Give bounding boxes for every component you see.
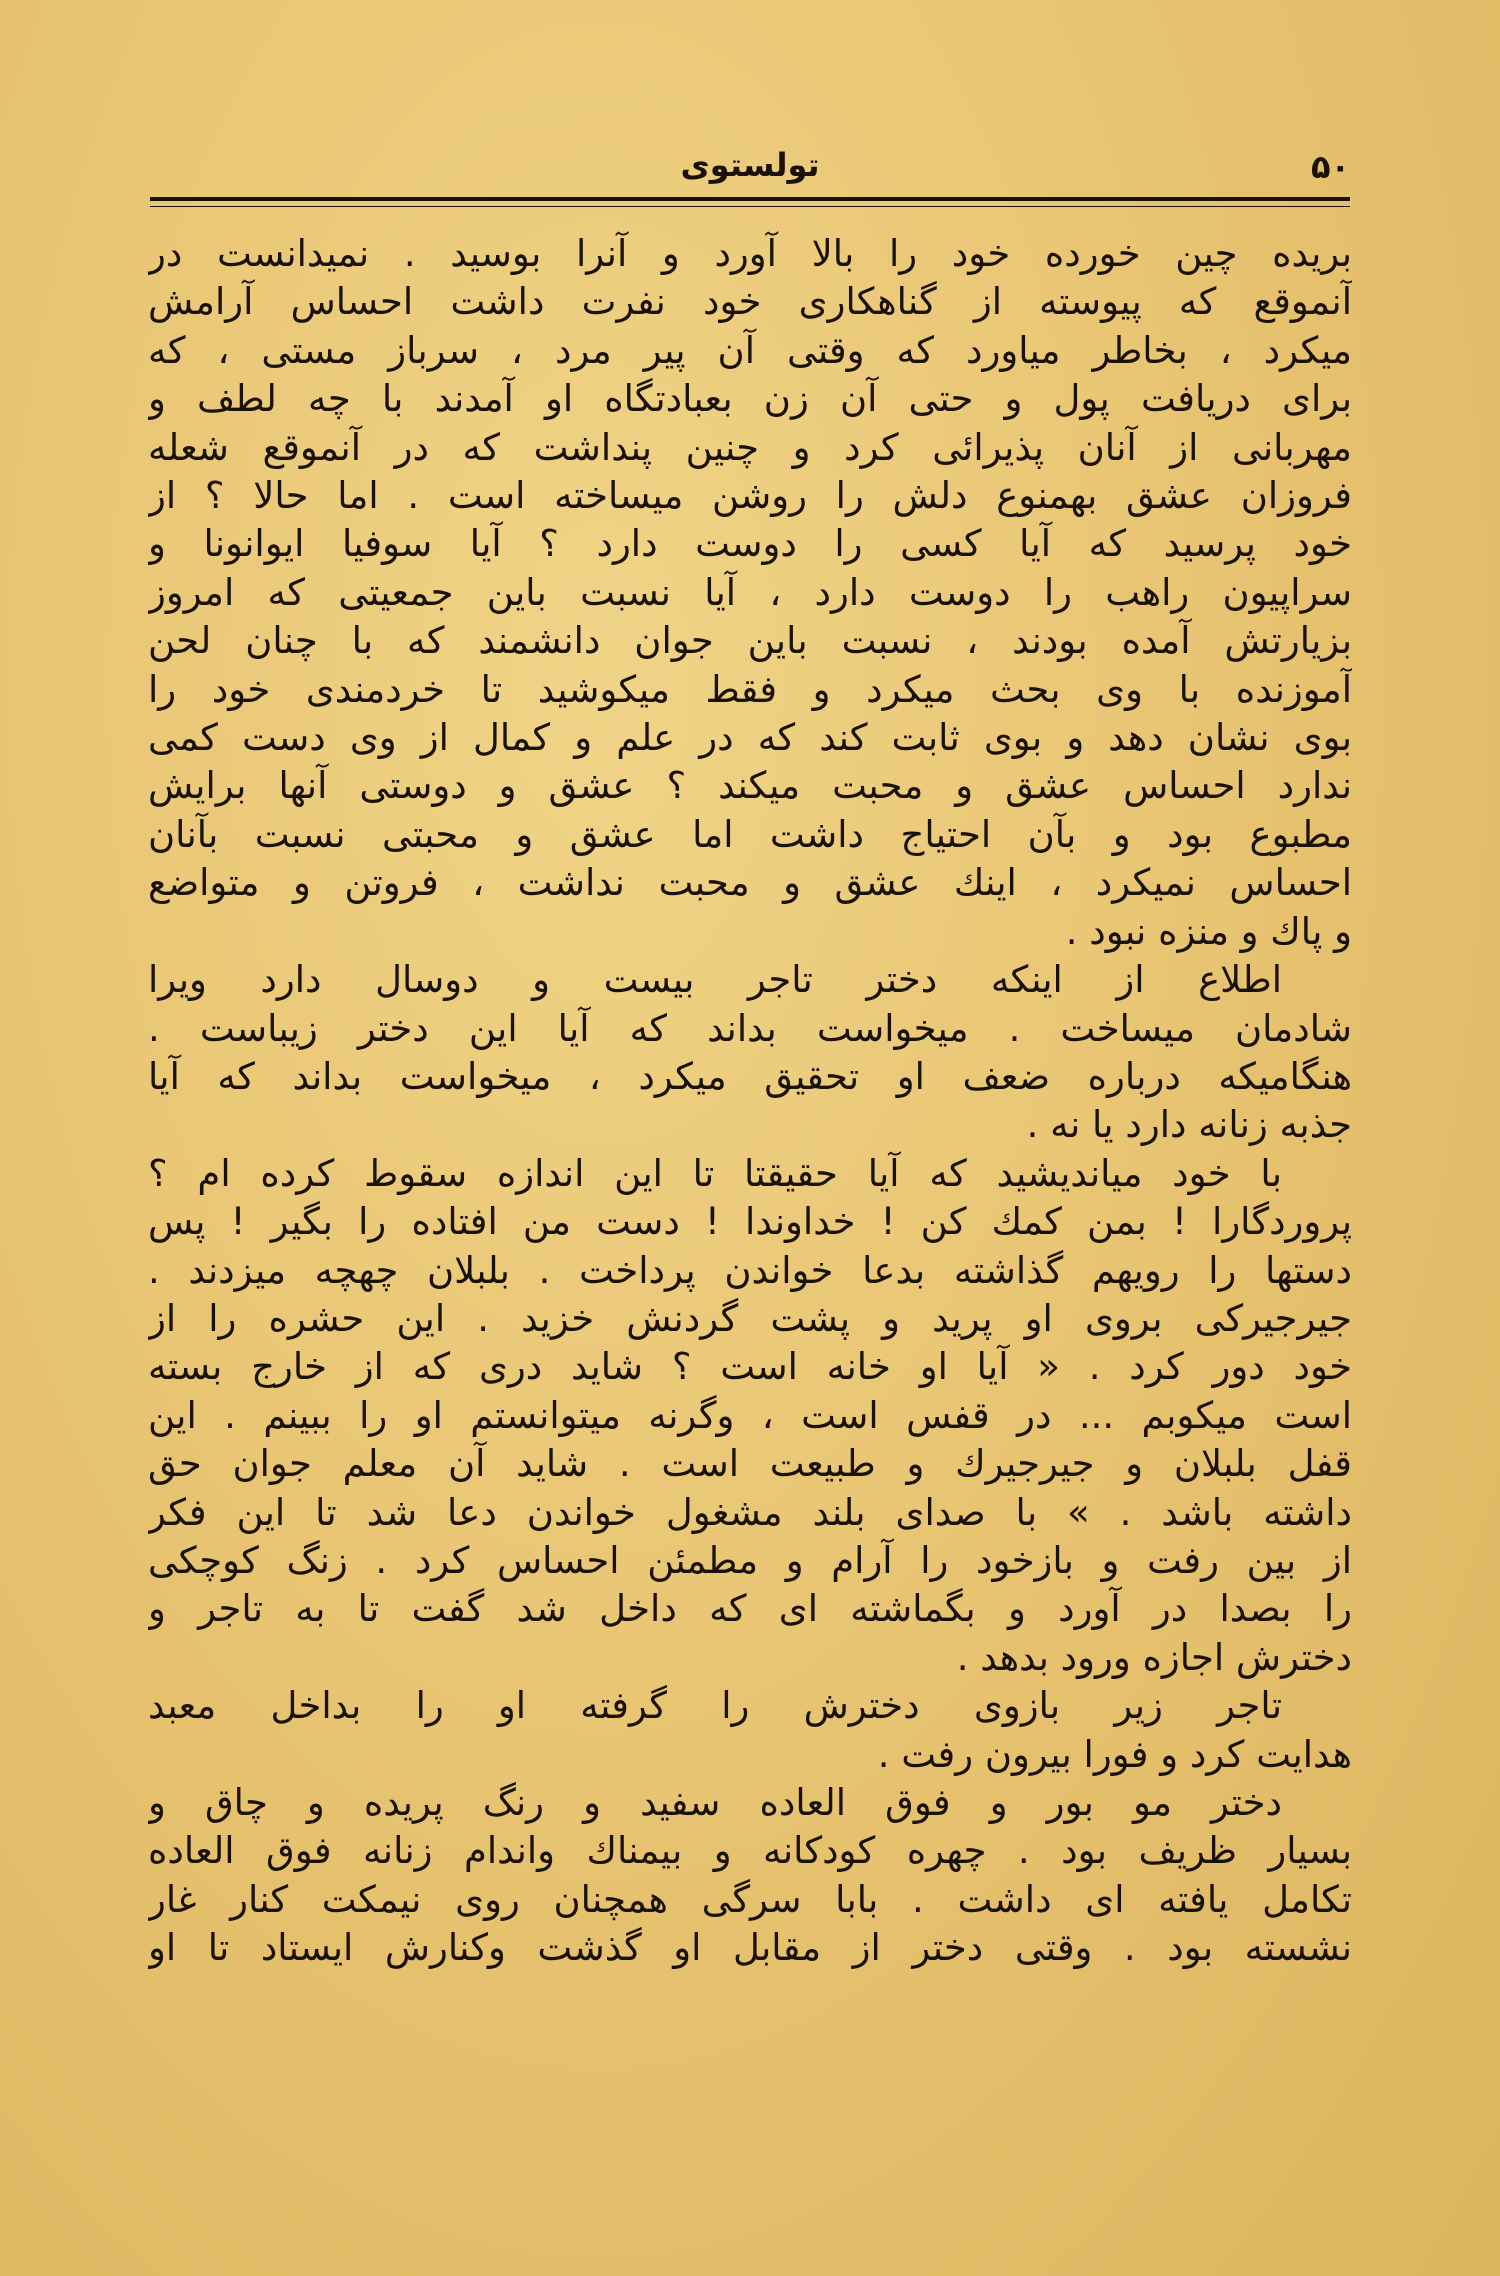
header-rule-thin (150, 206, 1350, 207)
paragraph-start-line: با خود میاندیشید که آیا حقیقتا تا این اندازه سقوط کرده ام ؟ (148, 1151, 1282, 1195)
text-line: خود پرسید که آیا کسی را دوست دارد ؟ آیا سوفیا ایوانونا و (148, 522, 1352, 566)
text-line: دستها را رویهم گذاشته بدعا خواندن پرداخت . بلبلان چهچه میزدند . (148, 1248, 1352, 1292)
text-line: بزیارتش آمده بودند ، نسبت باین جوان دانشمند که با چنان لحن (148, 619, 1352, 663)
paragraph-end-line: و پاك و منزه نبود . (1065, 909, 1352, 953)
text-line: شادمان میساخت . میخواست بداند که آیا این دختر زیباست . (148, 1006, 1352, 1050)
running-title: تولستوی (680, 146, 820, 184)
text-line: بوی نشان دهد و بوی ثابت کند که در علم و کمال از وی دست کمی (148, 716, 1352, 760)
text-line: نشسته بود . وقتی دختر از مقابل او گذشت وکنارش ایستاد تا او (148, 1926, 1352, 1970)
header-rule-thick (150, 197, 1350, 201)
paragraph-end-line: هدایت کرد و فورا بیرون رفت . (877, 1732, 1352, 1776)
text-line: برای دریافت پول و حتی آن زن بعبادتگاه او آمدند با چه لطف و (148, 377, 1352, 421)
text-line: قفل بلبلان و جیرجیرك و طبیعت است . شاید آن معلم جوان حق (148, 1442, 1352, 1486)
page-number: ۵۰ (1310, 148, 1350, 186)
text-line: سراپیون راهب را دوست دارد ، آیا نسبت باین جمعیتی که امروز (148, 570, 1352, 614)
text-line: از بین رفت و بازخود را آرام و مطمئن احساس کرد . زنگ کوچکی (148, 1538, 1352, 1582)
running-head (150, 140, 1350, 200)
text-line: ندارد احساس عشق و محبت میکند ؟ عشق و دوستی آنها برایش (148, 764, 1352, 808)
paragraph-start-line: اطلاع از اینکه دختر تاجر بیست و دوسال دارد ویرا (148, 958, 1282, 1002)
text-line: بسیار ظریف بود . چهره کودکانه و بیمناك واندام زنانه فوق العاده (148, 1829, 1352, 1873)
text-line: احساس نمیکرد ، اینك عشق و محبت نداشت ، فروتن و متواضع (148, 861, 1352, 905)
body-text (148, 230, 1352, 1973)
text-line: جیرجیرکی بروی او پرید و پشت گردنش خزید . این حشره را از (148, 1296, 1352, 1340)
text-line: را بصدا در آورد و بگماشته ای که داخل شد گفت تا به تاجر و (148, 1587, 1352, 1631)
text-line: خود دور کرد . « آیا او خانه است ؟ شاید دری که از خارج بسته (148, 1345, 1352, 1389)
text-line: مهربانی از آنان پذیرائی کرد و چنین پنداشت که در آنموقع شعله (148, 425, 1352, 469)
paragraph-end-line: جذبه زنانه دارد یا نه . (1026, 1103, 1352, 1147)
paragraph-start-line: تاجر زیر بازوی دخترش را گرفته او را بداخل معبد (148, 1684, 1282, 1728)
text-line: آنموقع که پیوسته از گناهکاری خود نفرت داشت احساس آرامش (148, 280, 1352, 324)
text-line: تکامل یافته ای داشت . بابا سرگی همچنان روی نیمکت کنار غار (148, 1877, 1352, 1921)
paragraph-end-line: دخترش اجازه ورود بدهد . (956, 1635, 1352, 1679)
text-line: پروردگارا ! بمن کمك کن ! خداوندا ! دست من افتاده را بگیر ! پس (148, 1200, 1352, 1244)
text-line: است میکوبم ... در قفس است ، وگرنه میتوانستم او را ببینم . این (148, 1393, 1352, 1437)
text-line: داشته باشد . » با صدای بلند مشغول خواندن دعا شد تا این فکر (148, 1490, 1352, 1534)
text-line: مطبوع بود و بآن احتیاج داشت اما عشق و محبتی نسبت بآنان (148, 812, 1352, 856)
text-line: هنگامیکه درباره ضعف او تحقیق میکرد ، میخواست بداند که آیا (148, 1054, 1352, 1098)
text-line: آموزنده با وی بحث میکرد و فقط میکوشید تا خردمندی خود را (148, 667, 1352, 711)
text-line: میکرد ، بخاطر میاورد که وقتی آن پیر مرد ، سرباز مستی ، که (148, 328, 1352, 372)
paragraph-start-line: دختر مو بور و فوق العاده سفید و رنگ پریده و چاق و (148, 1781, 1282, 1824)
text-line: بریده چین خورده خود را بالا آورد و آنرا بوسید . نمیدانست در (148, 232, 1352, 275)
text-line: فروزان عشق بهمنوع دلش را روشن میساخته است . اما حالا ؟ از (148, 474, 1352, 518)
